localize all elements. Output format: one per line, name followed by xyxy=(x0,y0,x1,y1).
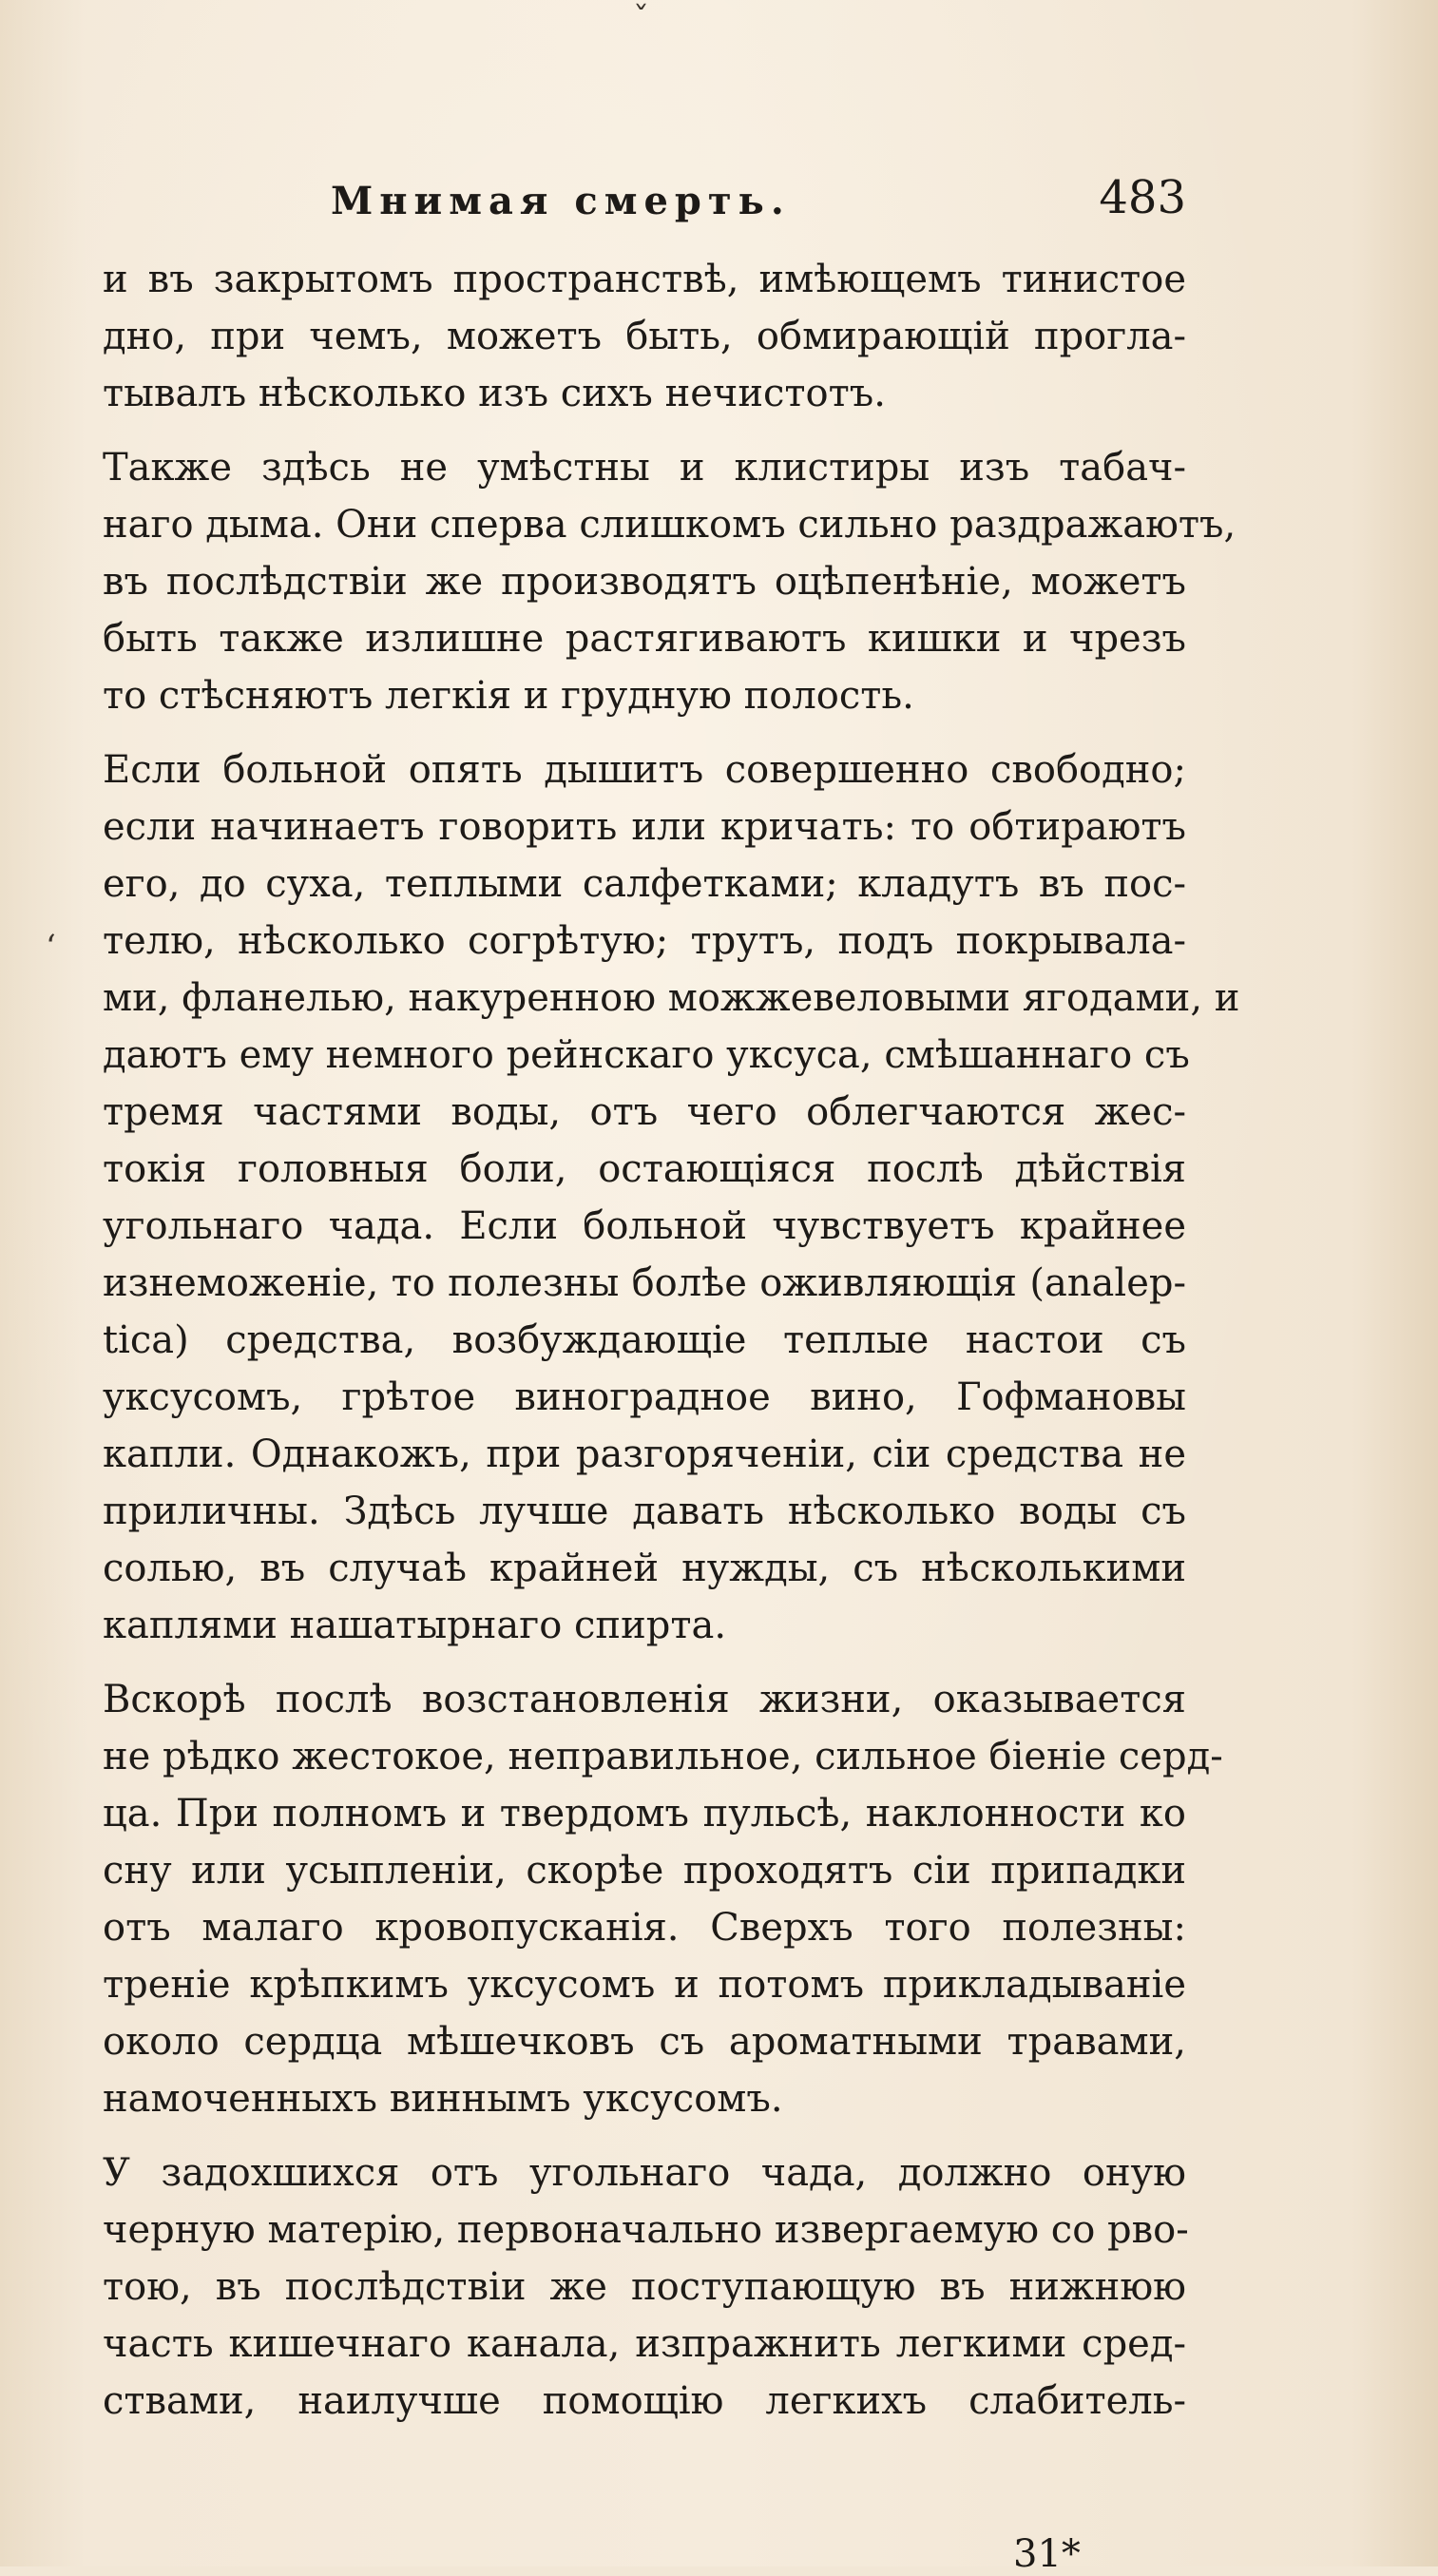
text-line: ми, фланелью, накуренною можжевеловыми ягодами, и xyxy=(103,976,1240,1020)
text-line: то стѣсняютъ легкія и грудную полость. xyxy=(103,674,914,718)
text-line: черную матерію, первоначально извергаемую со рво- xyxy=(103,2208,1189,2252)
text-line: приличны. Здѣсь лучше давать нѣсколько воды съ xyxy=(103,1490,1186,1533)
text-line: Также здѣсь не умѣстны и клистиры изъ табач- xyxy=(103,446,1186,490)
top-edge-mark: ˇ xyxy=(633,0,649,38)
text-line: солью, въ случаѣ крайней нужды, съ нѣсколькими xyxy=(103,1547,1186,1590)
margin-mark: ‘ xyxy=(46,928,56,966)
text-line: Если больной опять дышитъ совершенно свободно; xyxy=(103,748,1186,792)
text-line: въ послѣдствіи же производятъ оцѣпенѣніе, можетъ xyxy=(103,560,1186,604)
text-line: ца. При полномъ и твердомъ пульсѣ, наклонности ко xyxy=(103,1792,1186,1836)
body-text xyxy=(103,251,1240,2447)
text-line: тремя частями воды, отъ чего облегчаются жес- xyxy=(103,1090,1186,1134)
text-line: телю, нѣсколько согрѣтую; трутъ, подъ покрывала- xyxy=(103,919,1186,963)
paragraph-5 xyxy=(103,2144,1189,2430)
text-line: отъ малаго кровопусканія. Сверхъ того полезны: xyxy=(103,1906,1186,1950)
page-number: 483 xyxy=(1099,171,1186,224)
paragraph-4 xyxy=(103,1671,1223,2127)
text-line: угольнаго чада. Если больной чувствуетъ крайнее xyxy=(103,1204,1186,1248)
text-line: тою, въ послѣдствіи же поступающую въ нижнюю xyxy=(103,2265,1186,2309)
text-line: его, до суха, теплыми салфетками; кладутъ въ пос- xyxy=(103,862,1186,906)
text-line: Вскорѣ послѣ возстановленія жизни, оказывается xyxy=(103,1678,1186,1721)
paragraph-3 xyxy=(103,741,1240,1654)
text-line: не рѣдко жестокое, неправильное, сильное біеніе серд- xyxy=(103,1735,1223,1778)
paragraph-2 xyxy=(103,439,1237,724)
text-line: и въ закрытомъ пространствѣ, имѣющемъ тинистое xyxy=(103,258,1186,301)
text-line: наго дыма. Они сперва слишкомъ сильно раздражаютъ, xyxy=(103,503,1237,547)
text-line: около сердца мѣшечковъ съ ароматными травами, xyxy=(103,2020,1186,2064)
text-line: каплями нашатырнаго спирта. xyxy=(103,1604,727,1647)
text-line: У задохшихся отъ угольнаго чада, должно оную xyxy=(103,2151,1186,2195)
text-line: даютъ ему немного рейнскаго уксуса, смѣшаннаго съ xyxy=(103,1033,1190,1077)
text-line: тывалъ нѣсколько изъ сихъ нечистотъ. xyxy=(103,372,886,415)
text-line: уксусомъ, грѣтое виноградное вино, Гофмановы xyxy=(103,1375,1186,1419)
text-line: если начинаетъ говорить или кричать: то обтираютъ xyxy=(103,805,1186,849)
text-line: дно, при чемъ, можетъ быть, обмирающій прогла- xyxy=(103,315,1186,358)
text-line: намоченныхъ виннымъ уксусомъ. xyxy=(103,2077,783,2121)
text-line: токія головныя боли, остающіяся послѣ дѣйствія xyxy=(103,1147,1186,1191)
running-head: Мнимая смерть. xyxy=(331,179,791,223)
text-line: треніе крѣпкимъ уксусомъ и потомъ прикладываніе xyxy=(103,1963,1186,2007)
text-line: часть кишечнаго канала, изпражнить легкими сред- xyxy=(103,2322,1186,2366)
text-line: изнеможеніе, то полезны болѣе оживляющія (analep- xyxy=(103,1261,1186,1305)
paragraph-1 xyxy=(103,251,1186,422)
page-header xyxy=(103,171,1186,236)
text-line: сну или усыпленіи, скорѣе проходятъ сіи припадки xyxy=(103,1849,1186,1893)
signature-mark: 31* xyxy=(1013,2532,1081,2576)
text-line: tica) средства, возбуждающіе теплые настои съ xyxy=(103,1318,1186,1362)
text-line: ствами, наилучше помощію легкихъ слабитель- xyxy=(103,2379,1186,2423)
text-line: капли. Однакожъ, при разгоряченіи, сіи средства не xyxy=(103,1432,1186,1476)
text-line: быть также излишне растягиваютъ кишки и чрезъ xyxy=(103,617,1186,661)
